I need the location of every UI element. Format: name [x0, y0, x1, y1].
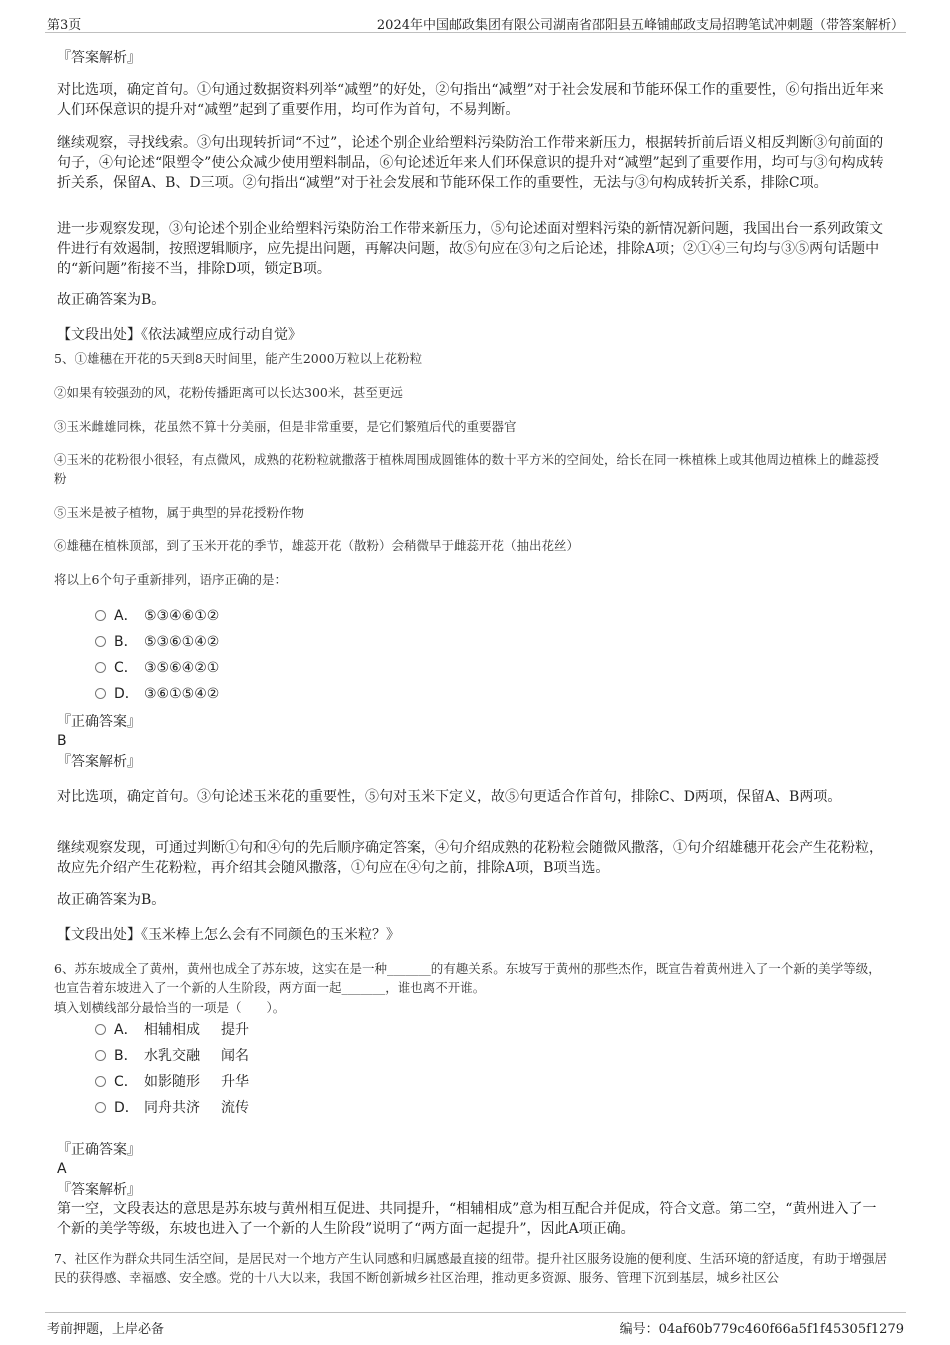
- q6-option-a[interactable]: A． 相辅相成 提升: [95, 1020, 249, 1040]
- q5-option-d[interactable]: D． ③⑥①⑤④②: [95, 684, 219, 704]
- q5-option-b[interactable]: B． ⑤③⑥①④②: [95, 632, 219, 652]
- page-number: 第3页: [47, 18, 82, 33]
- q4-analysis-p1: 对比选项，确定首句。①句通过数据资料列举“减塑”的好处，②句指出“减塑”对于社会发展和节能环保工作的重要性，⑥句指出近年来人们环保意识的提升对“减塑”起到了重要作用，均可作为首句，不易判断。: [57, 82, 884, 118]
- radio-button[interactable]: [95, 1024, 106, 1035]
- document-serial-number: 编号：04af60b779c460f66a5f1f45305f1279: [619, 1322, 904, 1337]
- document-title: 2024年中国邮政集团有限公司湖南省邵阳县五峰铺邮政支局招聘笔试冲刺题（带答案解析）: [376, 18, 904, 33]
- q5-correct-answer: B: [57, 733, 67, 749]
- q6-option-d[interactable]: D． 同舟共济 流传: [95, 1098, 249, 1118]
- q5-sentence-4: ④玉米的花粉很小很轻，有点微风，成熟的花粉粒就撒落于植株周围成圆锥体的数十平方米的空间处，给长在同一株植株上或其他周边植株上的雌蕊授粉: [54, 452, 880, 486]
- q5-conclusion: 故正确答案为B。: [57, 892, 166, 908]
- q6-option-b[interactable]: B． 水乳交融 闻名: [95, 1046, 249, 1066]
- q6-prompt: 填入划横线部分最恰当的一项是（ ）。: [54, 1000, 286, 1015]
- q5-correct-label: 『正确答案』: [57, 714, 141, 730]
- q5-sentence-3: ③玉米雌雄同株，花虽然不算十分美丽，但是非常重要，是它们繁殖后代的重要器官: [54, 419, 517, 434]
- page-header: [45, 10, 906, 33]
- radio-button[interactable]: [95, 662, 106, 673]
- radio-button[interactable]: [95, 1050, 106, 1061]
- q7-stem: 7、社区作为群众共同生活空间，是居民对一个地方产生认同感和归属感最直接的纽带。提升社区服务设施的便利度、生活环境的舒适度，有助于增强居民的获得感、幸福感、安全感。党的十八大以来，我国不断创新城乡社区治理，推动更多资源、服务、管理下沉到基层，城乡社区公: [54, 1251, 887, 1285]
- q5-sentence-5: ⑤玉米是被子植物，属于典型的异花授粉作物: [54, 505, 305, 520]
- q5-analysis-p2: 继续观察发现，可通过判断①句和④句的先后顺序确定答案，④句介绍成熟的花粉粒会随微风撒落，①句介绍雄穗开花会产生花粉粒，故应先介绍产生花粉粒，再介绍其会随风撒落，①句应在④句之前，排除A项，B项当选。: [57, 840, 883, 876]
- radio-button[interactable]: [95, 636, 106, 647]
- q5-sentence-1: 5、①雄穗在开花的5天到8天时间里，能产生2000万粒以上花粉粒: [54, 351, 423, 366]
- q6-option-c[interactable]: C． 如影随形 升华: [95, 1072, 249, 1092]
- q4-analysis-p2: 继续观察，寻找线索。③句出现转折词“不过”，论述个别企业给塑料污染防治工作带来新压力，根据转折前后语义相反判断③句前面的句子，④句论述“限塑令”使公众减少使用塑料制品，⑥句论述近年来人们环保意识的提升对“减塑”起到了重要作用，均可与③句构成转折关系，保留A、B、D三项。②句指出“减塑”对于社会发展和节能环保工作的重要性，无法与③句构成转折关系，排除C项。: [57, 135, 884, 191]
- q6-analysis: 第一空，文段表达的意思是苏东坡与黄州相互促进、共同提升，“相辅相成”意为相互配合并促成，符合文意。第二空，“黄州进入了一个新的美学等级，东坡也进入了一个新的人生阶段”说明了“两方面一起提升”，因此A项正确。: [57, 1201, 877, 1237]
- q4-source: 【文段出处】《依法减塑应成行动自觉》: [57, 327, 302, 343]
- q5-option-a[interactable]: A． ⑤③④⑥①②: [95, 606, 219, 626]
- radio-button[interactable]: [95, 1076, 106, 1087]
- radio-button[interactable]: [95, 1102, 106, 1113]
- q5-sentence-6: ⑥雄穗在植株顶部，到了玉米开花的季节，雄蕊开花（散粉）会稍微早于雌蕊开花（抽出花丝）: [54, 538, 580, 553]
- q5-analysis-label: 『答案解析』: [57, 754, 141, 770]
- q4-analysis-p3: 进一步观察发现，③句论述个别企业给塑料污染防治工作带来新压力，⑤句论述面对塑料污染的新情况新问题，我国出台一系列政策文件进行有效遏制，按照逻辑顺序，应先提出问题，再解决问题，故⑤句应在③句之后论述，排除A项；②①④三句均与③⑤两句话题中的“新问题”衔接不当，排除D项，锁定B项。: [57, 221, 883, 277]
- q5-sentence-2: ②如果有较强劲的风，花粉传播距离可以长达300米，甚至更远: [54, 385, 403, 400]
- q6-correct-label: 『正确答案』: [57, 1142, 141, 1158]
- q6-analysis-label: 『答案解析』: [57, 1182, 141, 1198]
- q5-option-c[interactable]: C． ③⑤⑥④②①: [95, 658, 219, 678]
- q5-source: 【文段出处】《玉米棒上怎么会有不同颜色的玉米粒？》: [57, 927, 400, 943]
- q5-analysis-p1: 对比选项，确定首句。③句论述玉米花的重要性，⑤句对玉米下定义，故⑤句更适合作首句，排除C、D两项，保留A、B两项。: [57, 789, 842, 805]
- q4-analysis-label: 『答案解析』: [57, 50, 141, 66]
- q6-stem: 6、苏东坡成全了黄州，黄州也成全了苏东坡，这实在是一种_______的有趣关系。东坡写于黄州的那些杰作，既宣告着黄州进入了一个新的美学等级，也宣告着东坡进入了一个新的人生阶段，两方面一起_______，谁也离不开谁。: [54, 961, 881, 995]
- footer-slogan: 考前押题，上岸必备: [47, 1322, 165, 1337]
- q4-conclusion: 故正确答案为B。: [57, 292, 166, 308]
- q5-prompt: 将以上6个句子重新排列，语序正确的是：: [54, 572, 287, 587]
- page-footer: [45, 1312, 906, 1337]
- q6-correct-answer: A: [57, 1161, 67, 1177]
- radio-button[interactable]: [95, 688, 106, 699]
- radio-button[interactable]: [95, 610, 106, 621]
